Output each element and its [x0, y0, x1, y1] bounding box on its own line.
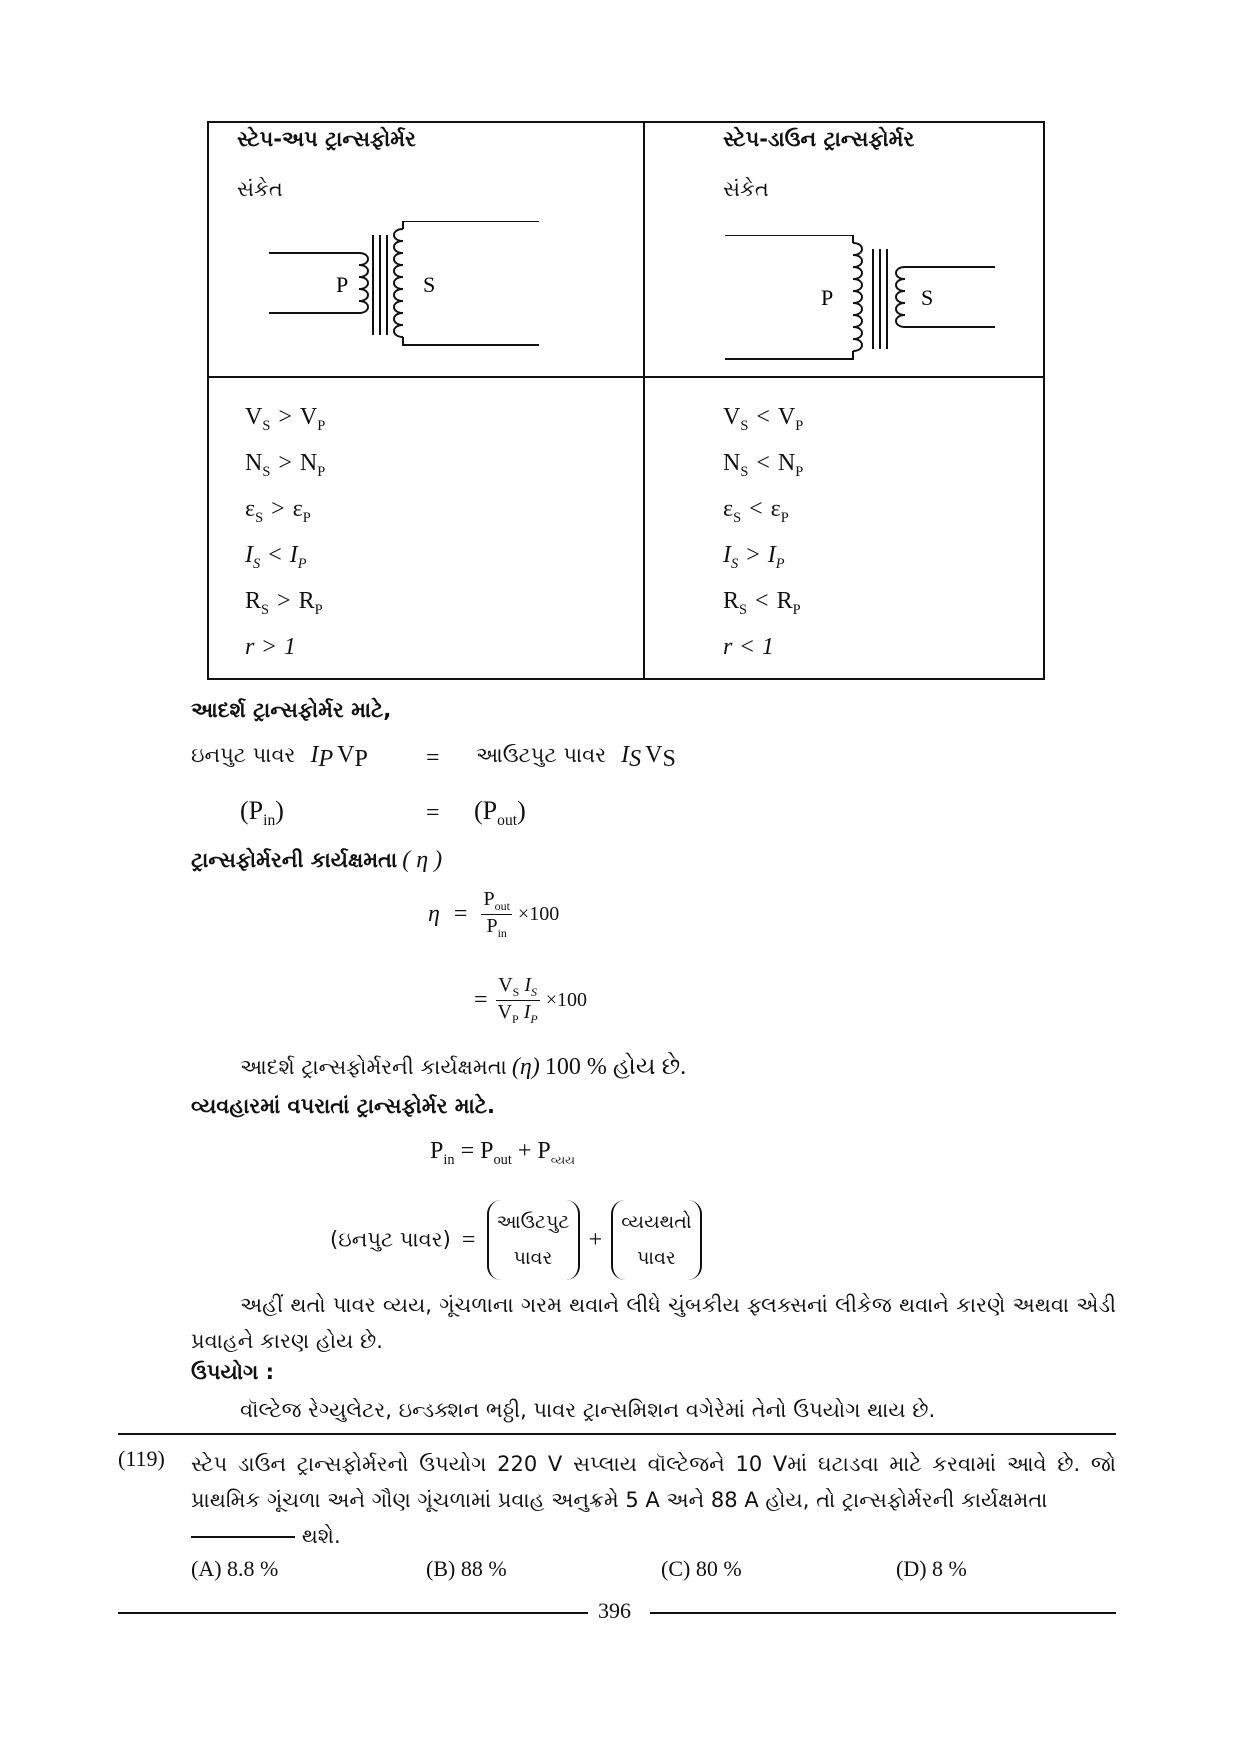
option-b[interactable]: (B) 88 % [426, 1556, 507, 1581]
step-up-p-label: P [336, 272, 349, 297]
step-down-title: સ્ટેપ-ડાઉન ટ્રાન્સફોર્મર [723, 127, 915, 151]
right-relation-3: $\varepsilon_S < \varepsilon_P$ [723, 496, 789, 526]
step-up-title: સ્ટેપ-અપ ટ્રાન્સફોર્મર [237, 127, 416, 151]
practical-heading: વ્યવહારમાં વપરાતાં ટ્રાન્સફોર્મર માટે. [191, 1094, 495, 1118]
option-c[interactable]: (C) 80 % [661, 1556, 742, 1581]
right-relation-6: r < 1 [723, 634, 774, 660]
step-up-s-label: S [423, 272, 436, 297]
ideal-efficiency-note: આદર્શ ટ્રાન્સફોર્મરની કાર્યક્ષમતા (η) 100 % હોય છે. [240, 1054, 687, 1080]
right-relation-5: $R_S < R_P$ [723, 588, 801, 618]
step-up-relations-cell [208, 377, 644, 679]
uses-text: વૉલ્ટેજ રેગ્યુલેટર, ઇન્ડક્શન ભઠ્ઠી, પાવર ટ્રાન્સમિશન વગેરેમાં તેનો ઉપયોગ થાય છે. [240, 1398, 936, 1422]
section-divider [118, 1433, 1116, 1435]
option-a[interactable]: (A) 8.8 % [191, 1556, 279, 1581]
output-power-label: આઉટપુટ પાવર [476, 743, 607, 767]
left-relation-6: r > 1 [245, 634, 296, 660]
ideal-power-equation: ઇનપુટ પાવર $I_P$ $V_P$ [191, 742, 368, 773]
left-relation-3: $\varepsilon_S > \varepsilon_P$ [245, 496, 311, 526]
equals-sign: = [426, 745, 440, 771]
efficiency-formula-2: = $\frac{V_S I_S}{V_P I_P}$ ×100 [474, 974, 587, 1026]
loss-paragraph: અહીં થતો પાવર વ્યય, ગૂંચળાના ગરમ થવાને લીધે ચુંબકીય ફ્લક્સનાં લીકેજ થવાને કારણે અથવા એડી પ્રવાહને કારણ હોય છે. [191, 1293, 1116, 1353]
footer-line-right [650, 1612, 1116, 1614]
step-down-relations-cell [644, 377, 1044, 679]
output-power-expr: આઉટપુટ પાવર $I_S$ $V_S$ [476, 742, 676, 773]
page-number: 396 [598, 1598, 631, 1623]
step-up-transformer-symbol [269, 221, 549, 351]
answer-blank [191, 1536, 295, 1538]
answer-options [191, 1556, 1116, 1582]
uses-heading: ઉપયોગ : [191, 1360, 274, 1384]
question-number: (119) [118, 1446, 165, 1471]
question-text: સ્ટેપ ડાઉન ટ્રાન્સફોર્મરનો ઉપયોગ 220 V સપ્લાય વૉલ્ટેજને 10 Vમાં ઘટાડવા માટે કરવામાં આવે છે. જો પ્રાથમિક ગૂંચળા અને ગૌણ ગૂંચળામાં પ્રવાહ અનુક્રમે 5 A અને 88 A હોય, તો ટ્રાન્સફોર્મરની કાર્યક્ષમતા થશે. [191, 1452, 1116, 1548]
efficiency-formula-1: η = $\frac{P_{out}}{P_{in}}$ ×100 [428, 888, 560, 940]
step-down-symbol-label: સંકેત [723, 177, 769, 201]
right-relation-2: $N_S < N_P$ [723, 450, 804, 480]
input-power-label: ઇનપુટ પાવર [191, 743, 296, 767]
p-in-term: $(P_{in})$ [240, 796, 284, 830]
comparison-table [207, 121, 1045, 680]
footer-line-left [118, 1612, 588, 1614]
step-down-p-label: P [821, 285, 834, 310]
step-down-transformer-symbol [725, 235, 1015, 365]
left-relation-5: $R_S > R_P$ [245, 588, 323, 618]
step-down-s-label: S [921, 285, 934, 310]
left-relation-2: $N_S > N_P$ [245, 450, 326, 480]
efficiency-heading: ટ્રાન્સફોર્મરની કાર્યક્ષમતા ( η ) [191, 847, 443, 873]
option-d[interactable]: (D) 8 % [896, 1556, 967, 1581]
practical-word-equation: (ઇનપુટ પાવર) = આઉટપુટ પાવર + વ્યયથતો પાવર [330, 1200, 702, 1290]
step-up-symbol-label: સંકેત [237, 177, 283, 201]
left-relation-4: $I_S < I_P$ [245, 542, 307, 572]
right-relation-1: $V_S < V_P$ [723, 404, 804, 434]
ideal-heading: આદર્શ ટ્રાન્સફોર્મર માટે, [191, 698, 392, 722]
step-down-symbol-cell [644, 122, 1044, 377]
left-relation-1: $V_S > V_P$ [245, 404, 326, 434]
step-up-symbol-cell [208, 122, 644, 377]
right-relation-4: $I_S > I_P$ [723, 542, 785, 572]
practical-power-equation: $P_{in} = P_{out} + P_{વ્યય}$ [430, 1138, 575, 1168]
p-out-term: $(P_{out})$ [474, 796, 526, 830]
